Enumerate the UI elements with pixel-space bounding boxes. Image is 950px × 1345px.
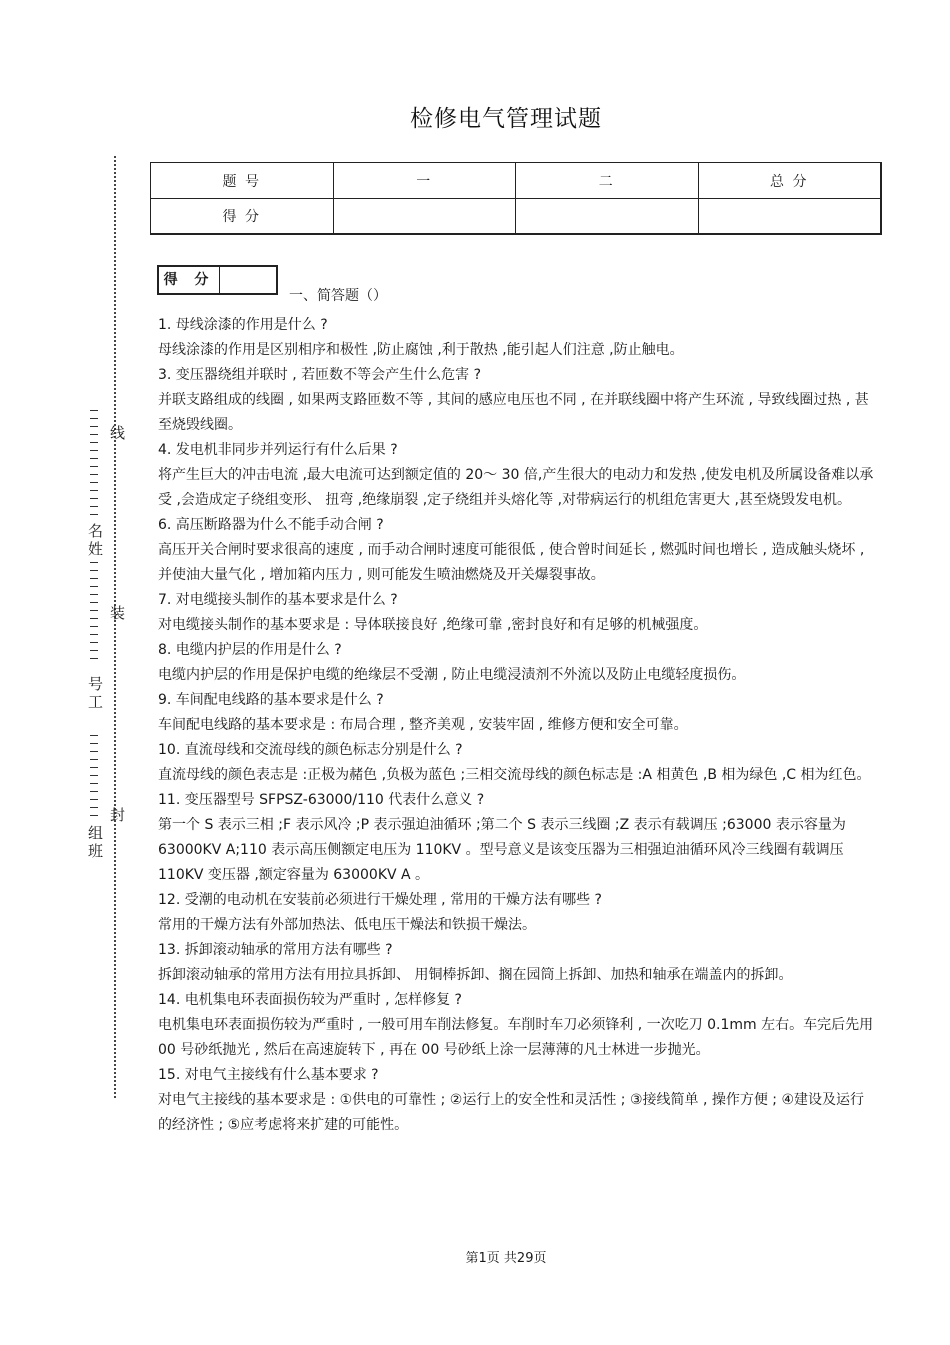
page-footer: 第1页 共29页 [465,1251,547,1266]
question: 11. 变压器型号 SFPSZ-63000/110 代表什么意义 ? [158,792,485,808]
answer: 车间配电线路的基本要求是 : 布局合理 , 整齐美观 , 安装牢固 , 维修方便和安全可靠。 [158,717,688,733]
answer: 对电气主接线的基本要求是 : ①供电的可靠性 ; ②运行上的安全性和灵活性 ; ③接线简单 , 操作方便 ; ④建设及运行的经济性 ; ⑤应考虑将来扩建的可能性。 [158,1092,865,1133]
name-underline [90,562,98,666]
answer: 将产生巨大的冲击电流 ,最大电流可达到额定值的 20～ 30 倍,产生很大的电动力和发热 ,使发电机及所属设备难以承受 ,会造成定子绕组变形、 扭弯 ,绝缘崩裂 ,定子绕组并头熔化等 ,对带病运行的机组危害更大 ,甚至烧毁发电机。 [158,467,874,508]
question-list [158,313,874,1138]
answer: 并联支路组成的线圈 , 如果两支路匝数不等 , 其间的感应电压也不同 , 在并联线圈中将产生环流 , 导致线圈过热 , 甚至烧毁线圈。 [158,392,869,433]
score-table-header: 二 [516,163,699,199]
question: 6. 高压断路器为什么不能手动合闸 ? [158,517,384,533]
question: 9. 车间配电线路的基本要求是什么 ? [158,692,384,708]
page-title: 检修电气管理试题 [410,106,602,132]
question: 14. 电机集电环表面损伤较为严重时 , 怎样修复 ? [158,992,462,1008]
answer: 拆卸滚动轴承的常用方法有用拉具拆卸、 用铜棒拆卸、搁在园筒上拆卸、加热和轴承在端盖内的拆卸。 [158,967,793,983]
score-box-label: 得 分 [159,267,220,293]
score-table-header: 总 分 [698,163,881,199]
score-cell [698,199,881,235]
answer: 对电缆接头制作的基本要求是 : 导体联接良好 ,绝缘可靠 ,密封良好和有足够的机械强度。 [158,617,708,633]
score-box [157,265,278,295]
binding-char: 封 [110,806,126,824]
binding-char: 装 [110,604,126,622]
score-row-label: 得 分 [151,199,334,235]
answer: 电缆内护层的作用是保护电缆的绝缘层不受潮 , 防止电缆浸渍剂不外流以及防止电缆轻度损伤。 [158,667,746,683]
score-table-header: 一 [333,163,516,199]
answer: 第一个 S 表示三相 ;F 表示风冷 ;P 表示强迫油循环 ;第二个 S 表示三线圈 ;Z 表示有载调压 ;63000 表示容量为 63000KV A;110 表示高压侧额定电压为 110KV 。型号意义是该变压器为三相强迫油循环风冷三线圈有载调压 110KV 变压器 ,额定容量为 63000KV A 。 [158,817,846,883]
score-cell [516,199,699,235]
answer: 直流母线的颜色表志是 :正极为赭色 ,负极为蓝色 ;三相交流母线的颜色标志是 :A 相黄色 ,B 相为绿色 ,C 相为红色。 [158,767,871,783]
name-underline [90,410,98,522]
score-cell [333,199,516,235]
id-label: 号工 [88,675,104,711]
section-title: 一、简答题（） [289,288,387,304]
group-label: 组班 [88,824,104,860]
id-underline [90,735,98,823]
question: 7. 对电缆接头制作的基本要求是什么 ? [158,592,398,608]
question: 3. 变压器绕组并联时 , 若匝数不等会产生什么危害 ? [158,367,482,383]
question: 15. 对电气主接线有什么基本要求 ? [158,1067,379,1083]
answer: 母线涂漆的作用是区别相序和极性 ,防止腐蚀 ,利于散热 ,能引起人们注意 ,防止触电。 [158,342,684,358]
answer: 电机集电环表面损伤较为严重时 , 一般可用车削法修复。车削时车刀必须锋利 , 一次吃刀 0.1mm 左右。车完后先用 00 号砂纸抛光 , 然后在高速旋转下 , 再在 00 号砂纸上涂一层薄薄的凡士林进一步抛光。 [158,1017,874,1058]
binding-dotted-line [114,156,116,1098]
binding-char: 线 [110,424,126,442]
answer: 常用的干燥方法有外部加热法、低电压干燥法和铁损干燥法。 [158,917,536,933]
question: 12. 受潮的电动机在安装前必须进行干燥处理 , 常用的干燥方法有哪些 ? [158,892,602,908]
question: 8. 电缆内护层的作用是什么 ? [158,642,342,658]
question: 1. 母线涂漆的作用是什么 ? [158,317,328,333]
name-label: 名姓 [88,522,104,558]
question: 4. 发电机非同步并列运行有什么后果 ? [158,442,398,458]
score-table-header: 题 号 [151,163,334,199]
answer: 高压开关合闸时要求很高的速度 , 而手动合闸时速度可能很低 , 使合曾时间延长 , 燃弧时间也增长 , 造成触头烧坏 , 并使油大量气化 , 增加箱内压力 , 则可能发生喷油燃烧及开关爆裂事故。 [158,542,865,583]
score-table [150,162,882,235]
question: 13. 拆卸滚动轴承的常用方法有哪些 ? [158,942,393,958]
question: 10. 直流母线和交流母线的颜色标志分别是什么 ? [158,742,463,758]
